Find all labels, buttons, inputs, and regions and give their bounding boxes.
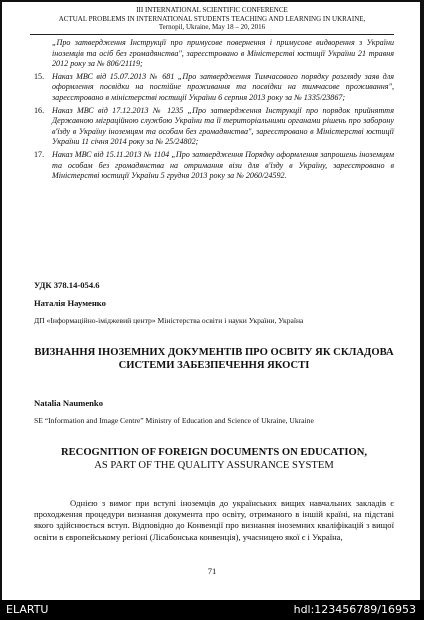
affiliation-en: SE “Information and Image Centre” Ministry of Education and Science of Ukraine, Ukraine (34, 416, 314, 425)
viewer-footer-bar (0, 600, 424, 620)
page-border-top (0, 0, 424, 2)
reference-17 (34, 150, 394, 182)
article-title-ua: ВИЗНАННЯ ІНОЗЕМНИХ ДОКУМЕНТІВ ПРО ОСВІТУ ЯК СКЛАДОВА СИСТЕМИ ЗАБЕЗПЕЧЕННЯ ЯКОСТІ (34, 347, 394, 371)
author-name-en: Natalia Naumenko (34, 398, 103, 408)
page-number: 71 (207, 566, 217, 576)
conference-header-line1: III INTERNATIONAL SCIENTIFIC CONFERENCE (136, 6, 288, 14)
reference-text: Наказ МВС від 15.11.2013 № 1104 „Про затвердження Порядку оформлення запрошень іноземцям та особам без громадянства на отримання візи для в'їзду в Україну, зареєстровано в Міністерстві юстиції України 5 грудня 2013 року за № 2060/24592. (52, 149, 394, 181)
page-border-right (420, 0, 424, 600)
article-title-en-line2: AS PART OF THE QUALITY ASSURANCE SYSTEM (94, 460, 334, 471)
affiliation-ua: ДП «Інформаційно-іміджевий центр» Міністерства освіти і науки України, Україна (34, 316, 304, 325)
reference-number: 15. (34, 71, 45, 81)
page-border-left (0, 0, 2, 600)
udc-code: УДК 378.14-054.6 (34, 280, 100, 290)
article-body-paragraph: Однією з вимог при вступі іноземців до українських вищих навчальних закладів є проходження процедури визнання документа про освіту, отриманого в іншій країні, на підставі якого здійснюється вступ. Відповідно до Конвенції про визнання іноземних кваліфікацій з вищої освіти в європейському регіоні (Лісабонська конвенція), учасницею якої є і Україна, (34, 498, 394, 542)
conference-header-line2: ACTUAL PROBLEMS IN INTERNATIONAL STUDENTS TEACHING AND LEARNING IN UKRAINE, (58, 14, 366, 23)
author-name-ua: Наталія Науменко (34, 298, 106, 308)
reference-16 (34, 106, 394, 148)
reference-14-continuation: „Про затвердження Інструкції про примусове повернення і примусове видворення з України іноземців та осіб без громадянства", зареєстровано в Міністерстві юстиції України 21 травня 2012 року за № 806/21119; (52, 38, 394, 69)
reference-15 (34, 72, 394, 104)
reference-text: Наказ МВС від 15.07.2013 № 681 „Про затвердження Тимчасового порядку розгляду заяв для оформлення посвідки на постійне проживання та посвідки на тимчасове проживання", зареєстровано в міністерстві юстиції України 6 серпня 2013 року за № 1335/23867; (52, 71, 394, 102)
conference-header (30, 6, 394, 32)
header-divider (30, 34, 394, 35)
reference-number: 17. (34, 149, 45, 159)
reference-text: Наказ МВС від 17.12.2013 № 1235 „Про затвердження Інструкції про порядок прийняття Державною міграційною службою України та її територіальними органами рішень про заборону в'їзду в Україну іноземцям та особам без громадянства", зареєстровано в Міністерстві юстиції України 11 січня 2014 року за № 25/24802; (52, 105, 394, 147)
reference-list (34, 38, 394, 184)
reference-number: 16. (34, 105, 45, 115)
handle-identifier: hdl:123456789/16953 (293, 603, 416, 616)
article-title-en-line1: RECOGNITION OF FOREIGN DOCUMENTS ON EDUCATION, (60, 447, 368, 458)
conference-header-line3: Ternopil, Ukraine, May 18 – 20, 2016 (158, 23, 266, 31)
article-title-en (34, 446, 394, 472)
repository-label: ELARTU (6, 603, 49, 616)
